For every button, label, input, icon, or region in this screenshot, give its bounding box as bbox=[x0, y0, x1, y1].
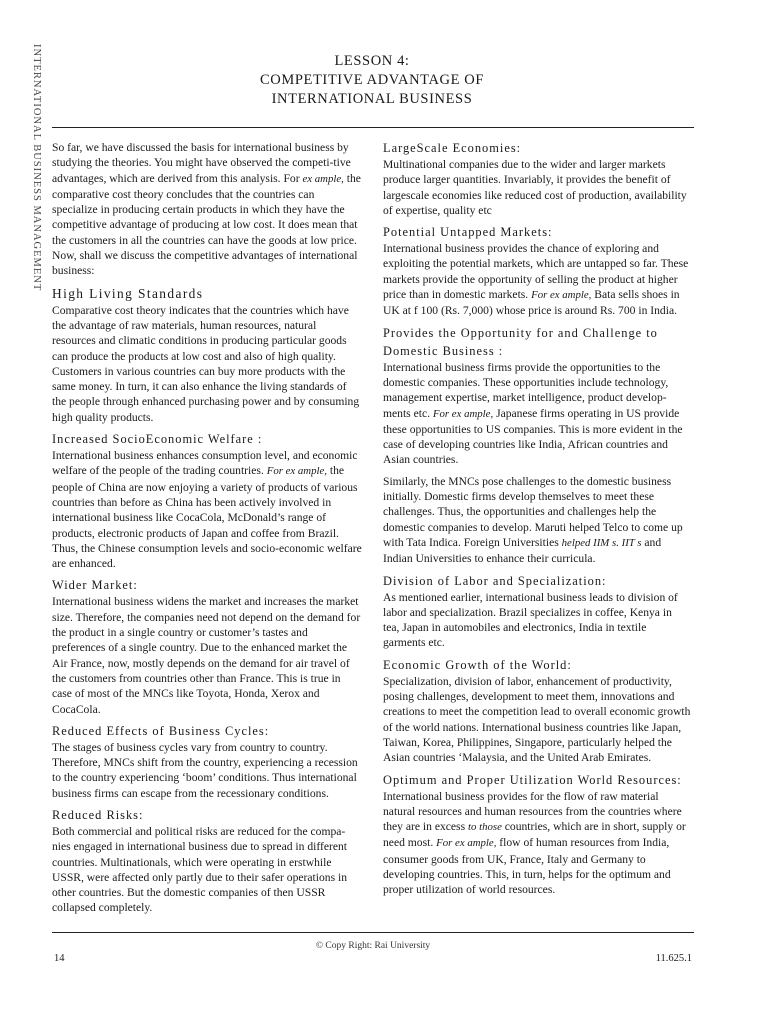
wider-market-paragraph: International business widens the market and increases the market size. Therefore, the companies need not depend on the demand for the product in a single country or customer’s tastes and preferences of a single country. Due to the enhanced market the Air France, now, mostly depends on the demand for air travel of the customers from countries other than France. This is true in case of most of the MNCs like Toyota, Honda, Xerox and CocaCola. bbox=[52, 595, 361, 716]
heading-optimum-utilization: Optimum and Proper Utilization World Resources: bbox=[383, 772, 682, 787]
right-column bbox=[383, 140, 691, 898]
lesson-title-line2: INTERNATIONAL BUSINESS bbox=[271, 91, 473, 107]
opportunity-paragraph: International business firms provide the opportunities to the domestic companies. These opportunities include technology, management expertise, market intelligence, product develop-ments etc. For ex ample, Japanese firms operating in US provide these opportunities to US companies. This is more evident in the case of developing countries like India, African countries and Asian countries. bbox=[383, 360, 683, 467]
lesson-title-line1: COMPETITIVE ADVANTAGE OF bbox=[259, 72, 485, 88]
heading-economic-growth: Economic Growth of the World: bbox=[383, 657, 572, 672]
lesson-number: LESSON 4: bbox=[334, 53, 410, 69]
document-code: 11.625.1 bbox=[655, 953, 692, 964]
heading-business-cycles: Reduced Effects of Business Cycles: bbox=[52, 723, 270, 738]
business-cycles-paragraph: The stages of business cycles vary from country to country. Therefore, MNCs shift from the country, experiencing a recession to the country experiencing ‘boom’ conditions. Thus international business firms can escape from the recessionary conditions. bbox=[52, 740, 358, 800]
page-number: 14 bbox=[54, 953, 65, 964]
header-divider bbox=[52, 127, 694, 128]
side-running-title: INTERNATIONAL BUSINESS MANAGEMENT bbox=[31, 44, 42, 292]
reduced-risks-paragraph: Both commercial and political risks are reduced for the compa-nies engaged in international business due to spread in different countries. Multinationals, which were operating in erstwhile USSR, were affected only partly due to their safer operations in other countries. But the domestic companies of then USSR collapsed completely. bbox=[52, 824, 348, 915]
heading-socioeconomic-welfare: Increased SocioEconomic Welfare : bbox=[52, 432, 263, 447]
heading-wider-market: Wider Market: bbox=[52, 578, 138, 593]
untapped-paragraph: International business provides the chance of exploring and exploiting the potential markets, which are untapped so far. These markets provide the opportunity of selling the product at higher price than in domestic markets. For ex ample, Bata sells shoes in UK at f 100 (Rs. 7,000) whose price is around Rs. 700 in India. bbox=[383, 242, 689, 318]
heading-division-of-labor: Division of Labor and Specialization: bbox=[383, 573, 607, 588]
growth-paragraph: Specialization, division of labor, enhancement of productivity, posing challenges, development to meet them, innovations and creations to meet the competition lead to overall economic growth of the world nations. International business countries like Japan, Taiwan, Korea, Philippines, Singapore, particularly helped the Asian countries ‘Malaysia, and the United Arab Emirates. bbox=[383, 674, 691, 765]
challenges-paragraph: Similarly, the MNCs pose challenges to the domestic business initially. Domestic firms develop themselves to meet these challenges. Thus, the opportunities and challenges help the domestic companies to develop. Maruti helped Telco to come up with Tata Indica. Foreign Universities helped IIM s. IIT s and Indian Universities to enhance their curricula. bbox=[383, 474, 683, 566]
heading-opportunity-line2: Domestic Business : bbox=[383, 343, 504, 358]
largescale-paragraph: Multinational companies due to the wider and larger markets produce larger quantities. Invariably, it provides the benefit of largescale economies like reduced cost of production, availability of expertise, quality etc bbox=[383, 158, 687, 217]
heading-untapped-markets: Potential Untapped Markets: bbox=[383, 225, 553, 240]
socio-paragraph: International business enhances consumption level, and economic welfare of the people of the trading countries. For ex ample, the people of China are now enjoying a variety of products of various countries than before as China has been actively involved in international business like CocaCola, McDonald’s range of products, electronic products of Japan and coffee from Brazil. Thus, the Chinese consumption levels and socio-economic welfare are enhanced. bbox=[52, 449, 362, 571]
footer-divider bbox=[52, 932, 694, 933]
optimum-paragraph: International business provides for the flow of raw material natural resources and human resources from the countries where they are in excess to those countries, which are in short, supply or need most. For ex ample, flow of human resources from India, consumer goods from UK, France, Italy and Germany to developing countries. This, in turn, helps for the optimum and proper utilization of world resources. bbox=[383, 789, 686, 897]
division-paragraph: As mentioned earlier, international business leads to division of labor and specialization. Brazil specializes in coffee, Kenya in tea, Japan in automobiles and electronics, India in textile garments etc. bbox=[383, 590, 678, 650]
left-column bbox=[52, 140, 362, 916]
copyright-notice: © Copy Right: Rai University bbox=[315, 941, 431, 951]
heading-reduced-risks: Reduced Risks: bbox=[52, 807, 144, 822]
heading-opportunity-line1: Provides the Opportunity for and Challenge to bbox=[383, 325, 658, 340]
heading-high-living-standards: High Living Standards bbox=[52, 285, 204, 301]
high-living-paragraph: Comparative cost theory indicates that the countries which have the advantage of raw materials, human resources, natural resources and climatic conditions in producing particular goods can produce the products at low cost and also of high quality. Customers in various countries can buy more products with the same money. In turn, it can also enhance the living standards of the people through enhanced purchasing power and by consuming high quality products. bbox=[52, 303, 360, 424]
intro-paragraph: So far, we have discussed the basis for international business by studying the theories. You might have observed the competi-tive advantages, which are derived from this analysis. For ex ample, the comparative cost theory concludes that the countries can specialize in producing certain products in which they have the competitive advantage of producing at low cost. It does mean that the customers in all the countries can have the goods at low price. Now, shall we discuss the competitive advantages of international business: bbox=[52, 141, 361, 278]
lesson-header bbox=[52, 52, 692, 109]
heading-largescale-economies: LargeScale Economies: bbox=[383, 141, 522, 155]
